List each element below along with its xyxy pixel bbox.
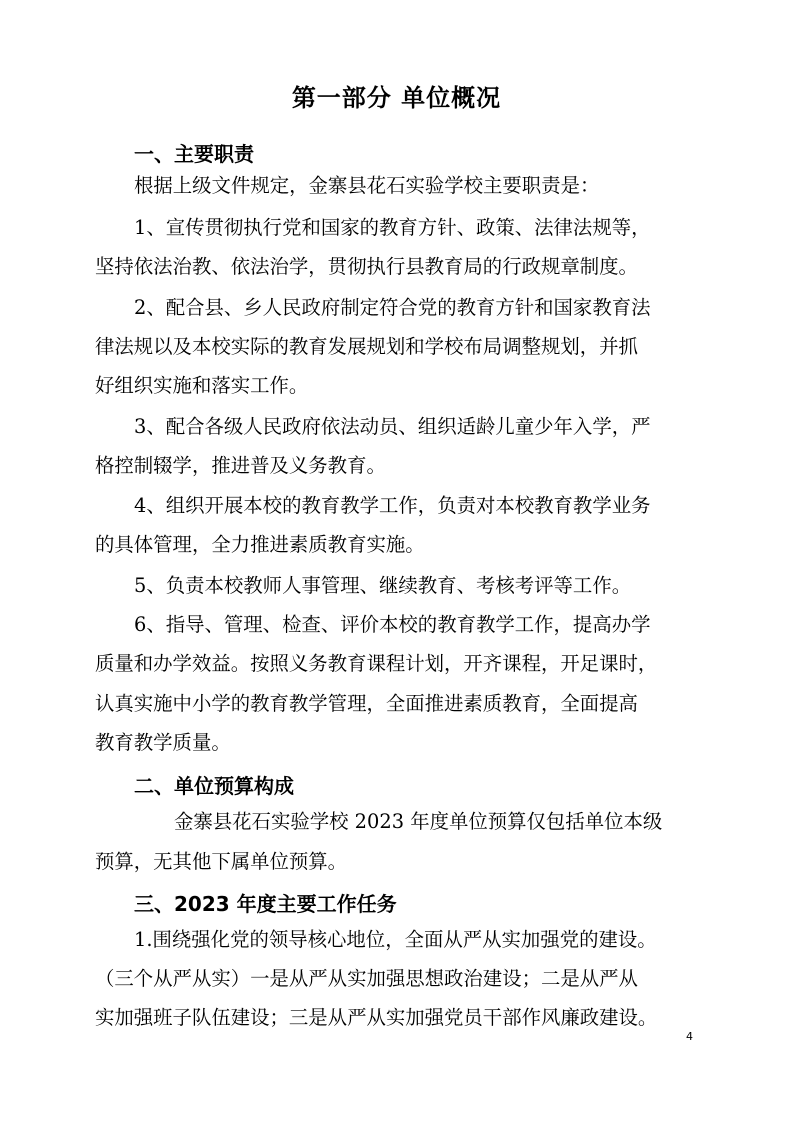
body-line: 1、宣传贯彻执行党和国家的教育方针、政策、法律法规等， (134, 216, 651, 239)
body-line: 好组织实施和落实工作。 (95, 374, 309, 397)
body-line: 预算，无其他下属单位预算。 (95, 850, 348, 873)
body-line: 律法规以及本校实际的教育发展规划和学校布局调整规划，并抓 (95, 335, 638, 358)
body-line: 1.围绕强化党的领导核心地位，全面从严从实加强党的建设。 (134, 928, 657, 951)
body-line: 根据上级文件规定，金寨县花石实验学校主要职责是： (134, 174, 600, 197)
body-line: 的具体管理，全力推进素质教育实施。 (95, 533, 425, 556)
body-line: 坚持依法治教、依法治学，贯彻执行县教育局的行政规章制度。 (95, 255, 638, 278)
section-heading-main-tasks: 三、2023 年度主要工作任务 (134, 892, 397, 916)
body-line: 5、负责本校教师人事管理、继续教育、考核考评等工作。 (134, 574, 632, 597)
body-line: 教育教学质量。 (95, 731, 231, 754)
body-line: 3、配合各级人民政府依法动员、组织适龄儿童少年入学，严 (134, 415, 651, 438)
body-line: 格控制辍学，推进普及义务教育。 (95, 454, 386, 477)
body-line: 2、配合县、乡人民政府制定符合党的教育方针和国家教育法 (134, 296, 651, 319)
page-number: 4 (686, 1030, 693, 1043)
body-line: 4、组织开展本校的教育教学工作，负责对本校教育教学业务 (134, 494, 651, 517)
section-heading-duties: 一、主要职责 (134, 142, 254, 166)
body-line: 质量和办学效益。按照义务教育课程计划，开齐课程，开足课时， (95, 652, 658, 675)
body-line: 认真实施中小学的教育教学管理，全面推进素质教育，全面提高 (95, 692, 638, 715)
body-line: 实加强班子队伍建设；三是从严从实加强党员干部作风廉政建设。 (95, 1006, 658, 1029)
body-line: 金寨县花石实验学校 2023 年度单位预算仅包括单位本级 (174, 810, 663, 833)
body-line: （三个从严从实）一是从严从实加强思想政治建设；二是从严从 (95, 967, 638, 990)
page-title: 第一部分 单位概况 (291, 84, 502, 112)
section-heading-budget-structure: 二、单位预算构成 (134, 774, 294, 798)
body-line: 6、指导、管理、检查、评价本校的教育教学工作，提高办学 (134, 613, 651, 636)
